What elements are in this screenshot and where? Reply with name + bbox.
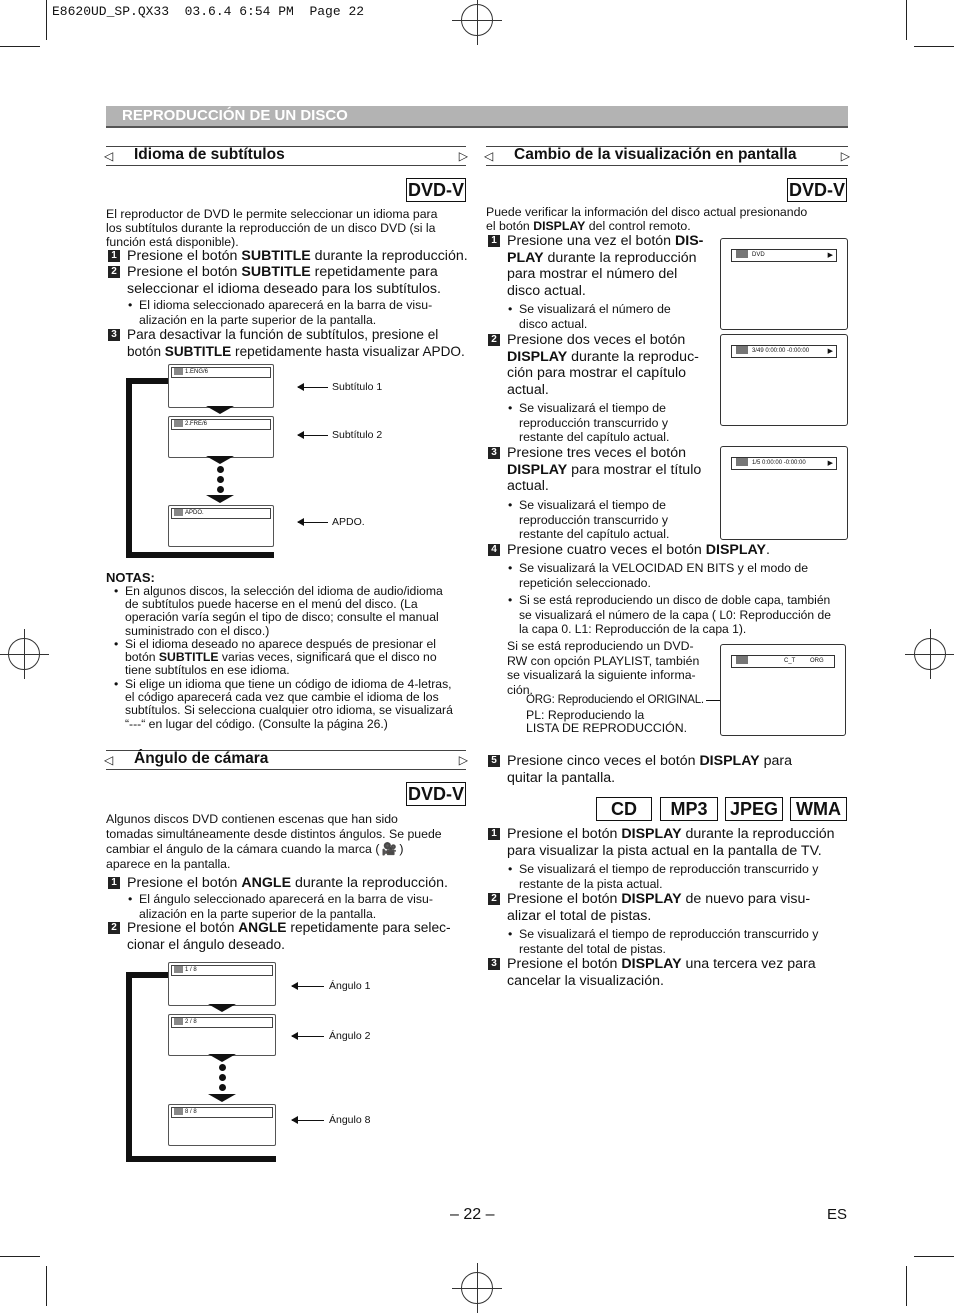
print-header: E8620UD_SP.QX33 03.6.4 6:54 PM Page 22 [52,4,365,19]
note-1: • En algunos discos, la selección del idioma de audio/idioma de subtítulos puede hacerse en el menú del disco. (La operación varía según el tipo de disco; consulte el manual suministrado con el disco.) [125,585,467,638]
dvd-v-badge: DVD-V [407,180,464,200]
subtitles-step-3: Para desactivar la función de subtítulos, presione el botón SUBTITLE repetidamente hasta visualizar APDO. [127,327,465,359]
subtitles-intro: El reproductor de DVD le permite seleccionar un idioma para los subtítulos durante la reproducción de un disco DVD (si la función está disponible). [106,207,438,249]
wma-badge: WMA [790,797,847,821]
label-angle-2: Ángulo 2 [329,1030,371,1042]
note-3: • Si elige un idioma que tiene un código de idioma de 4-letras, el código aparecerá cada vez que cambie el idioma de los subtítulos. Si selecciona cualquier otro idioma, se visualizará “---“ en lugar del código. (Consulte la página 26.) [125,678,453,731]
note-2: • Si el idioma deseado no aparece después de presionar el botón SUBTITLE varias veces, significará que el disco no tiene subtítulos en ese idioma. [125,638,437,678]
notes-heading: NOTAS: [106,570,155,585]
step-number: 1 [108,877,120,889]
registration-mark-icon [914,638,946,670]
crop-mark [0,1256,40,1257]
crop-mark [906,1266,907,1306]
cd-step-1-note: • Se visualizará el tiempo de reproducción transcurrido y restante de la pista actual. [519,862,818,891]
language-code: ES [827,1206,848,1223]
flow-return-line [126,552,274,558]
registration-mark-icon [461,4,493,36]
angle-screen-2: 2 / 8 [168,1014,276,1056]
angle-step-1: Presione el botón ANGLE durante la reproducción. [127,875,448,891]
down-arrow-icon [206,456,234,464]
step-number: 1 [488,828,500,840]
pl-note: PL: Reproduciendo la LISTA DE REPRODUCCIÓN. [526,708,688,735]
ellipsis-dot [217,466,224,473]
angle-heading: ◁ Ángulo de cámara ▷ [106,750,466,770]
camera-icon: 🎥 [381,842,398,856]
display-step-2-note: • Se visualizará el tiempo de reproducción transcurrido y restante del capítulo actual. [519,401,669,445]
label-apdo: APDO. [332,516,365,528]
play-icon: ▶ [827,348,833,355]
dvd-v-badge: DVD-V [407,784,464,804]
flow-return-line [126,378,168,384]
flow-return-line [126,378,132,558]
play-icon: ▶ [827,252,833,259]
osd-screen-disc: DVD ▶ [720,238,848,330]
step-number: 1 [108,250,120,262]
pointer-arrow-icon [292,1120,324,1121]
display-step-1: Presione una vez el botón DIS- PLAY durante la reproducción para mostrar el número del disco actual. [507,233,704,299]
cd-step-1: Presione el botón DISPLAY durante la reproducción para visualizar la pista actual en la pantalla de TV. [507,826,835,859]
subtitle-screen-1: 1.ENG/6 [168,364,274,408]
angle-intro: Algunos discos DVD contienen escenas que han sido tomadas simultáneamente desde distintos ángulos. Se puede cambiar el ángulo de la cámara cuando la marca ( 🎥 ) aparece en la pantalla. [106,812,442,871]
step-number: 1 [488,235,500,247]
section-title-bar [106,106,848,128]
subtitle-screen-2: 2.FRE/6 [168,416,274,458]
down-arrow-icon [206,406,234,414]
registration-mark-icon [461,1272,493,1304]
pointer-arrow-icon [298,387,328,388]
display-step-1-note: • Se visualizará el número de disco actual. [519,302,671,331]
display-step-3: Presione tres veces el botón DISPLAY para mostrar el título actual. [507,445,702,494]
heading-marker-icon: ◁ [104,753,114,767]
subtitles-step-1: Presione el botón SUBTITLE durante la reproducción. [127,248,468,264]
subtitles-step-2-note: • El idioma seleccionado aparecerá en la barra de visu- alización en la parte superior de la pantalla. [139,298,432,327]
page-number: – 22 – [450,1206,495,1223]
down-arrow-icon [208,1004,236,1012]
display-step-3-note: • Se visualizará el tiempo de reproducción transcurrido y restante del capítulo actual. [519,498,669,542]
play-icon: ▶ [827,460,833,467]
step-number: 2 [108,266,120,278]
osd-screen-chapter: 3/49 0:00:00 -0:00:00 ▶ [720,334,848,426]
label-angle-1: Ángulo 1 [329,980,371,992]
step-number: 2 [488,893,500,905]
display-step-4: Presione cuatro veces el botón DISPLAY. [507,542,770,558]
dvd-v-badge: DVD-V [788,180,845,200]
flow-return-line [126,1156,276,1162]
org-note: ORG: Reproduciendo el ORIGINAL. [526,694,704,706]
display-heading: ◁ Cambio de la visualización en pantalla ▷ [486,146,848,166]
cd-badge: CD [596,797,652,821]
display-step-2: Presione dos veces el botón DISPLAY durante la reproduc- ción para mostrar el capítulo actual. [507,332,699,398]
down-arrow-icon [208,1094,236,1102]
leader-line [706,700,720,701]
heading-marker-icon: ▷ [458,149,468,163]
mp3-badge: MP3 [660,797,718,821]
angle-step-2: Presione el botón ANGLE repetidamente para selec- cionar el ángulo deseado. [127,920,451,952]
step-number: 5 [488,755,500,767]
ellipsis-dot [219,1074,226,1081]
step-number: 4 [488,544,500,556]
step-number: 3 [108,329,120,341]
crop-mark [0,46,40,47]
cd-step-2: Presione el botón DISPLAY de nuevo para visu- alizar el total de pistas. [507,891,811,924]
osd-screen-playlist: C_T ORG [720,644,846,736]
step-number: 3 [488,958,500,970]
label-angle-8: Ángulo 8 [329,1114,371,1126]
step-number: 2 [108,922,120,934]
jpeg-badge: JPEG [725,797,783,821]
pointer-arrow-icon [298,522,328,523]
down-arrow-icon [206,495,234,503]
flow-return-line [126,972,132,1162]
step-number: 2 [488,334,500,346]
angle-screen-3: 8 / 8 [168,1104,276,1146]
angle-step-1-note: • El ángulo seleccionado aparecerá en la barra de visu- alización en la parte superior de la pantalla. [139,892,433,921]
display-step-4-note-2: • Si se está reproduciendo un disco de doble capa, también se visualizará el número de la capa ( L0: Reproducción de la capa 0. L1: Reproducción de la capa 1). [519,593,831,637]
ellipsis-dot [219,1064,226,1071]
ellipsis-dot [217,476,224,483]
subtitles-step-2: Presione el botón SUBTITLE repetidamente para seleccionar el idioma deseado para los subtítulos. [127,264,441,297]
pointer-arrow-icon [292,986,324,987]
subtitle-screen-3: APDO. [168,505,274,547]
cd-step-2-note: • Se visualizará el tiempo de reproducción transcurrido y restante del total de pistas. [519,927,818,956]
crop-mark [914,1256,954,1257]
display-step-5: Presione cinco veces el botón DISPLAY para quitar la pantalla. [507,753,792,786]
heading-marker-icon: ◁ [484,149,494,163]
display-step-4-rw: Si se está reproduciendo un DVD- RW con opción PLAYLIST, también se visualizará la siguiente informa- ción. [507,639,700,697]
heading-marker-icon: ◁ [104,149,114,163]
crop-mark [46,1266,47,1306]
registration-mark-icon [8,638,40,670]
flow-return-line [126,972,168,978]
pointer-arrow-icon [292,1036,324,1037]
display-step-4-note-1: • Se visualizará la VELOCIDAD EN BITS y el modo de repetición seleccionado. [519,561,808,590]
heading-marker-icon: ▷ [458,753,468,767]
section-title: REPRODUCCIÓN DE UN DISCO [122,107,348,124]
cd-step-3: Presione el botón DISPLAY una tercera vez para cancelar la visualización. [507,956,816,989]
step-number: 3 [488,447,500,459]
subtitles-heading: ◁ Idioma de subtítulos ▷ [106,146,466,166]
label-subtitle-2: Subtítulo 2 [332,429,383,441]
ellipsis-dot [219,1084,226,1091]
label-subtitle-1: Subtítulo 1 [332,381,383,393]
pointer-arrow-icon [298,435,328,436]
osd-screen-title: 1/5 0:00:00 -0:00:00 ▶ [720,446,848,540]
heading-marker-icon: ▷ [840,149,850,163]
angle-screen-1: 1 / 8 [168,962,276,1006]
crop-mark [906,0,907,40]
display-intro: Puede verificar la información del disco actual presionando el botón DISPLAY del control remoto. [486,205,808,233]
crop-mark [914,46,954,47]
down-arrow-icon [208,1054,236,1062]
crop-mark [46,0,47,40]
ellipsis-dot [217,486,224,493]
